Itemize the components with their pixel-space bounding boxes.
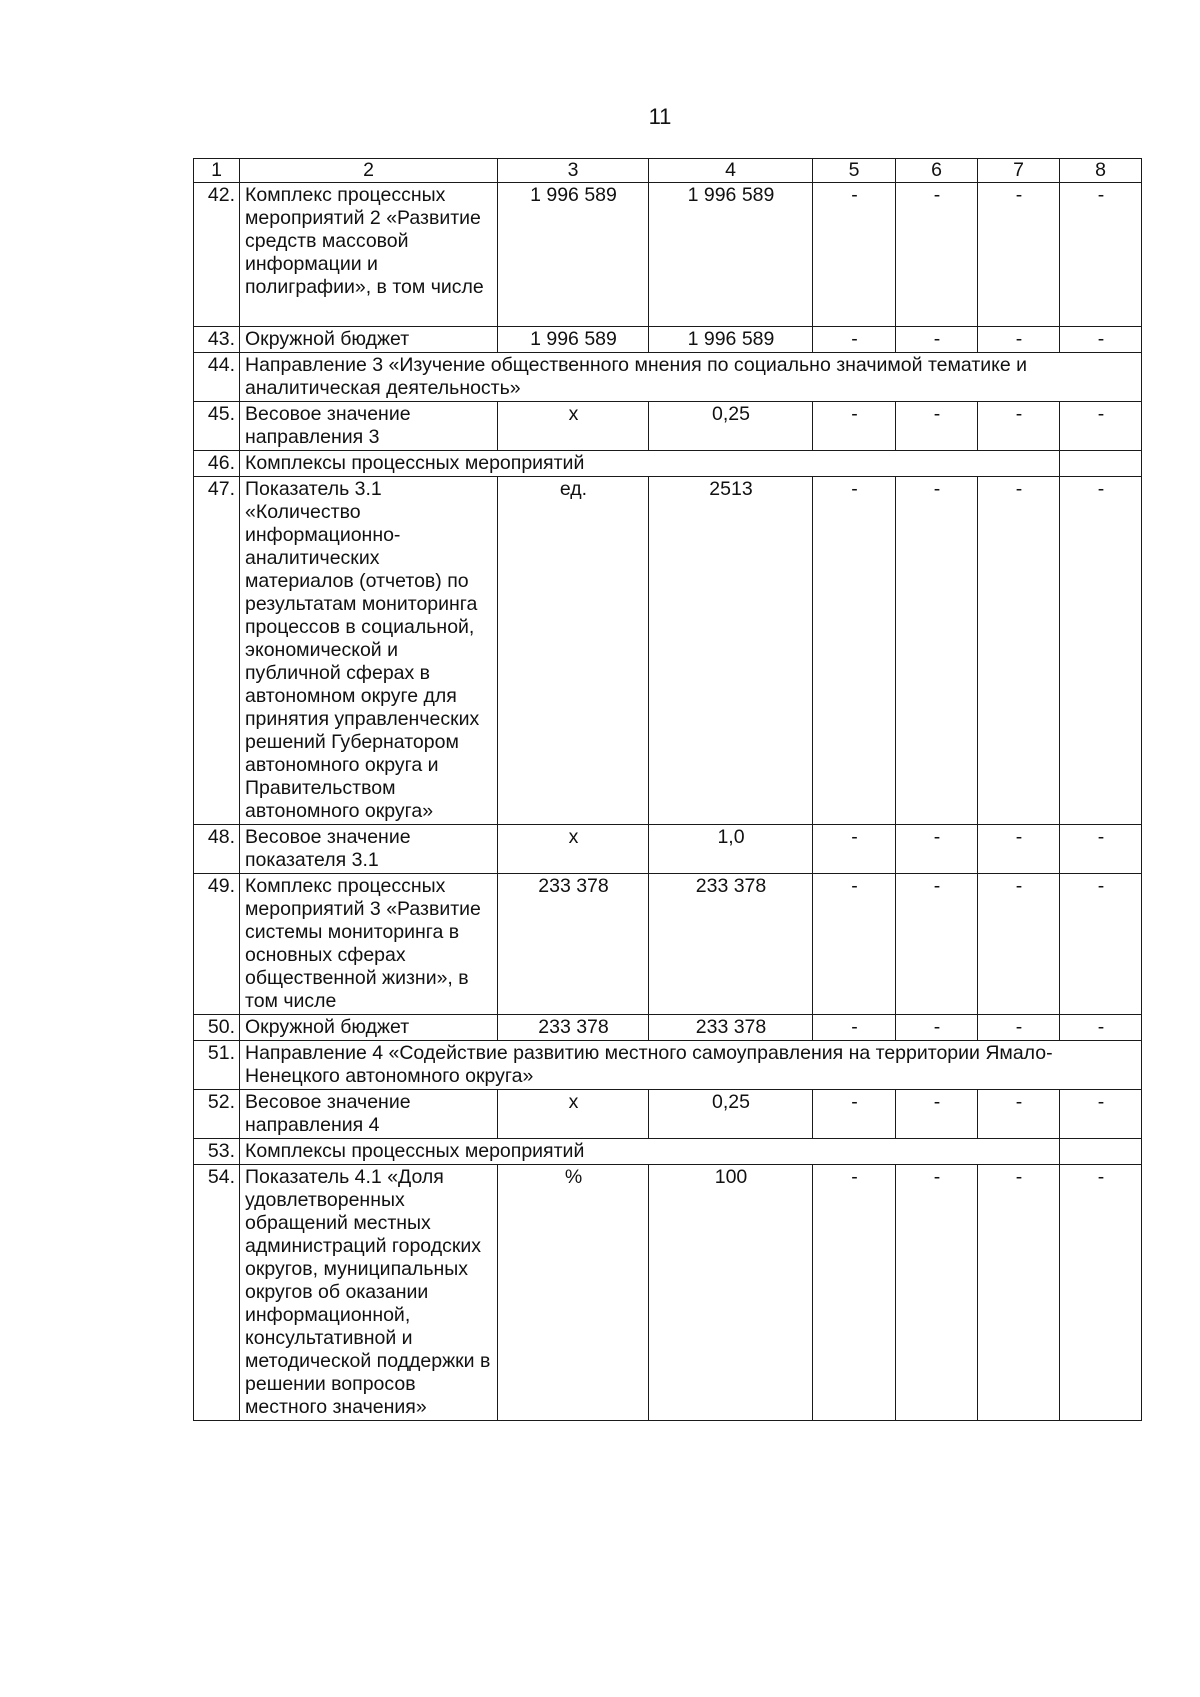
row-value-3: х bbox=[498, 1090, 649, 1139]
row-value-6: - bbox=[896, 183, 978, 327]
section-title: Направление 4 «Содействие развитию местного самоуправления на территории Ямало-Ненецкого автономного округа» bbox=[240, 1041, 1142, 1090]
row-value-8: - bbox=[1060, 874, 1142, 1015]
row-value-5: - bbox=[813, 402, 896, 451]
table-row bbox=[194, 327, 1142, 353]
row-value-7: - bbox=[978, 327, 1060, 353]
empty-cell bbox=[1060, 451, 1142, 477]
row-name: Комплекс процессных мероприятий 3 «Развитие системы мониторинга в основных сферах общественной жизни», в том числе bbox=[240, 874, 498, 1015]
row-number: 42. bbox=[194, 183, 240, 327]
row-value-7: - bbox=[978, 1165, 1060, 1421]
column-header: 8 bbox=[1060, 159, 1142, 183]
row-value-6: - bbox=[896, 825, 978, 874]
row-value-3: % bbox=[498, 1165, 649, 1421]
section-row bbox=[194, 1139, 1142, 1165]
table-header-row bbox=[194, 159, 1142, 183]
section-title: Комплексы процессных мероприятий bbox=[240, 451, 1060, 477]
row-value-8: - bbox=[1060, 183, 1142, 327]
row-name: Показатель 4.1 «Доля удовлетворенных обращений местных администраций городских округов, муниципальных округов об оказании информационной, консультативной и методической поддержки в решении вопросов местного значения» bbox=[240, 1165, 498, 1421]
column-header: 2 bbox=[240, 159, 498, 183]
row-value-6: - bbox=[896, 327, 978, 353]
row-value-4: 1 996 589 bbox=[649, 183, 813, 327]
column-header: 7 bbox=[978, 159, 1060, 183]
row-value-5: - bbox=[813, 1090, 896, 1139]
column-header: 4 bbox=[649, 159, 813, 183]
column-header: 1 bbox=[194, 159, 240, 183]
table-row bbox=[194, 825, 1142, 874]
data-table bbox=[193, 158, 1142, 1421]
row-value-6: - bbox=[896, 874, 978, 1015]
row-name: Комплекс процессных мероприятий 2 «Развитие средств массовой информации и полиграфии», в том числе bbox=[240, 183, 498, 327]
section-title: Комплексы процессных мероприятий bbox=[240, 1139, 1060, 1165]
row-name: Показатель 3.1 «Количество информационно-аналитических материалов (отчетов) по результатам мониторинга процессов в социальной, экономической и публичной сферах в автономном округе для принятия управленческих решений Губернатором автономного округа и Правительством автономного округа» bbox=[240, 477, 498, 825]
row-value-3: 233 378 bbox=[498, 1015, 649, 1041]
row-value-5: - bbox=[813, 327, 896, 353]
row-value-3: х bbox=[498, 402, 649, 451]
row-value-8: - bbox=[1060, 402, 1142, 451]
row-value-5: - bbox=[813, 874, 896, 1015]
row-number: 53. bbox=[194, 1139, 240, 1165]
row-name: Весовое значение показателя 3.1 bbox=[240, 825, 498, 874]
row-number: 52. bbox=[194, 1090, 240, 1139]
row-value-4: 0,25 bbox=[649, 402, 813, 451]
row-value-8: - bbox=[1060, 477, 1142, 825]
row-value-8: - bbox=[1060, 327, 1142, 353]
table-row bbox=[194, 402, 1142, 451]
row-value-3: 233 378 bbox=[498, 874, 649, 1015]
row-value-6: - bbox=[896, 402, 978, 451]
column-header: 3 bbox=[498, 159, 649, 183]
row-value-7: - bbox=[978, 1015, 1060, 1041]
row-value-4: 100 bbox=[649, 1165, 813, 1421]
row-number: 51. bbox=[194, 1041, 240, 1090]
row-value-3: 1 996 589 bbox=[498, 327, 649, 353]
row-value-4: 1,0 bbox=[649, 825, 813, 874]
row-value-6: - bbox=[896, 477, 978, 825]
row-number: 47. bbox=[194, 477, 240, 825]
column-header: 6 bbox=[896, 159, 978, 183]
row-name: Окружной бюджет bbox=[240, 1015, 498, 1041]
row-value-7: - bbox=[978, 183, 1060, 327]
row-number: 43. bbox=[194, 327, 240, 353]
row-value-4: 233 378 bbox=[649, 874, 813, 1015]
row-value-5: - bbox=[813, 825, 896, 874]
row-value-3: х bbox=[498, 825, 649, 874]
row-value-7: - bbox=[978, 874, 1060, 1015]
row-value-5: - bbox=[813, 477, 896, 825]
row-value-4: 1 996 589 bbox=[649, 327, 813, 353]
section-row bbox=[194, 1041, 1142, 1090]
section-row bbox=[194, 451, 1142, 477]
row-value-6: - bbox=[896, 1090, 978, 1139]
page-number: 11 bbox=[648, 104, 672, 129]
row-number: 44. bbox=[194, 353, 240, 402]
table-row bbox=[194, 1090, 1142, 1139]
row-value-4: 0,25 bbox=[649, 1090, 813, 1139]
table-row bbox=[194, 1165, 1142, 1421]
row-value-5: - bbox=[813, 183, 896, 327]
table-row bbox=[194, 874, 1142, 1015]
row-name: Весовое значение направления 3 bbox=[240, 402, 498, 451]
row-value-8: - bbox=[1060, 1090, 1142, 1139]
row-value-8: - bbox=[1060, 825, 1142, 874]
row-value-8: - bbox=[1060, 1015, 1142, 1041]
table-row bbox=[194, 477, 1142, 825]
row-number: 49. bbox=[194, 874, 240, 1015]
row-value-8: - bbox=[1060, 1165, 1142, 1421]
row-name: Окружной бюджет bbox=[240, 327, 498, 353]
row-value-7: - bbox=[978, 825, 1060, 874]
row-value-4: 233 378 bbox=[649, 1015, 813, 1041]
row-value-5: - bbox=[813, 1015, 896, 1041]
row-name: Весовое значение направления 4 bbox=[240, 1090, 498, 1139]
row-number: 45. bbox=[194, 402, 240, 451]
row-number: 46. bbox=[194, 451, 240, 477]
row-value-7: - bbox=[978, 477, 1060, 825]
row-value-7: - bbox=[978, 402, 1060, 451]
row-value-6: - bbox=[896, 1165, 978, 1421]
column-header: 5 bbox=[813, 159, 896, 183]
section-title: Направление 3 «Изучение общественного мнения по социально значимой тематике и аналитическая деятельность» bbox=[240, 353, 1142, 402]
table-row bbox=[194, 183, 1142, 327]
row-value-7: - bbox=[978, 1090, 1060, 1139]
row-number: 54. bbox=[194, 1165, 240, 1421]
table-row bbox=[194, 1015, 1142, 1041]
row-value-5: - bbox=[813, 1165, 896, 1421]
row-value-3: 1 996 589 bbox=[498, 183, 649, 327]
row-number: 48. bbox=[194, 825, 240, 874]
empty-cell bbox=[1060, 1139, 1142, 1165]
row-value-6: - bbox=[896, 1015, 978, 1041]
row-value-3: ед. bbox=[498, 477, 649, 825]
row-number: 50. bbox=[194, 1015, 240, 1041]
section-row bbox=[194, 353, 1142, 402]
row-value-4: 2513 bbox=[649, 477, 813, 825]
